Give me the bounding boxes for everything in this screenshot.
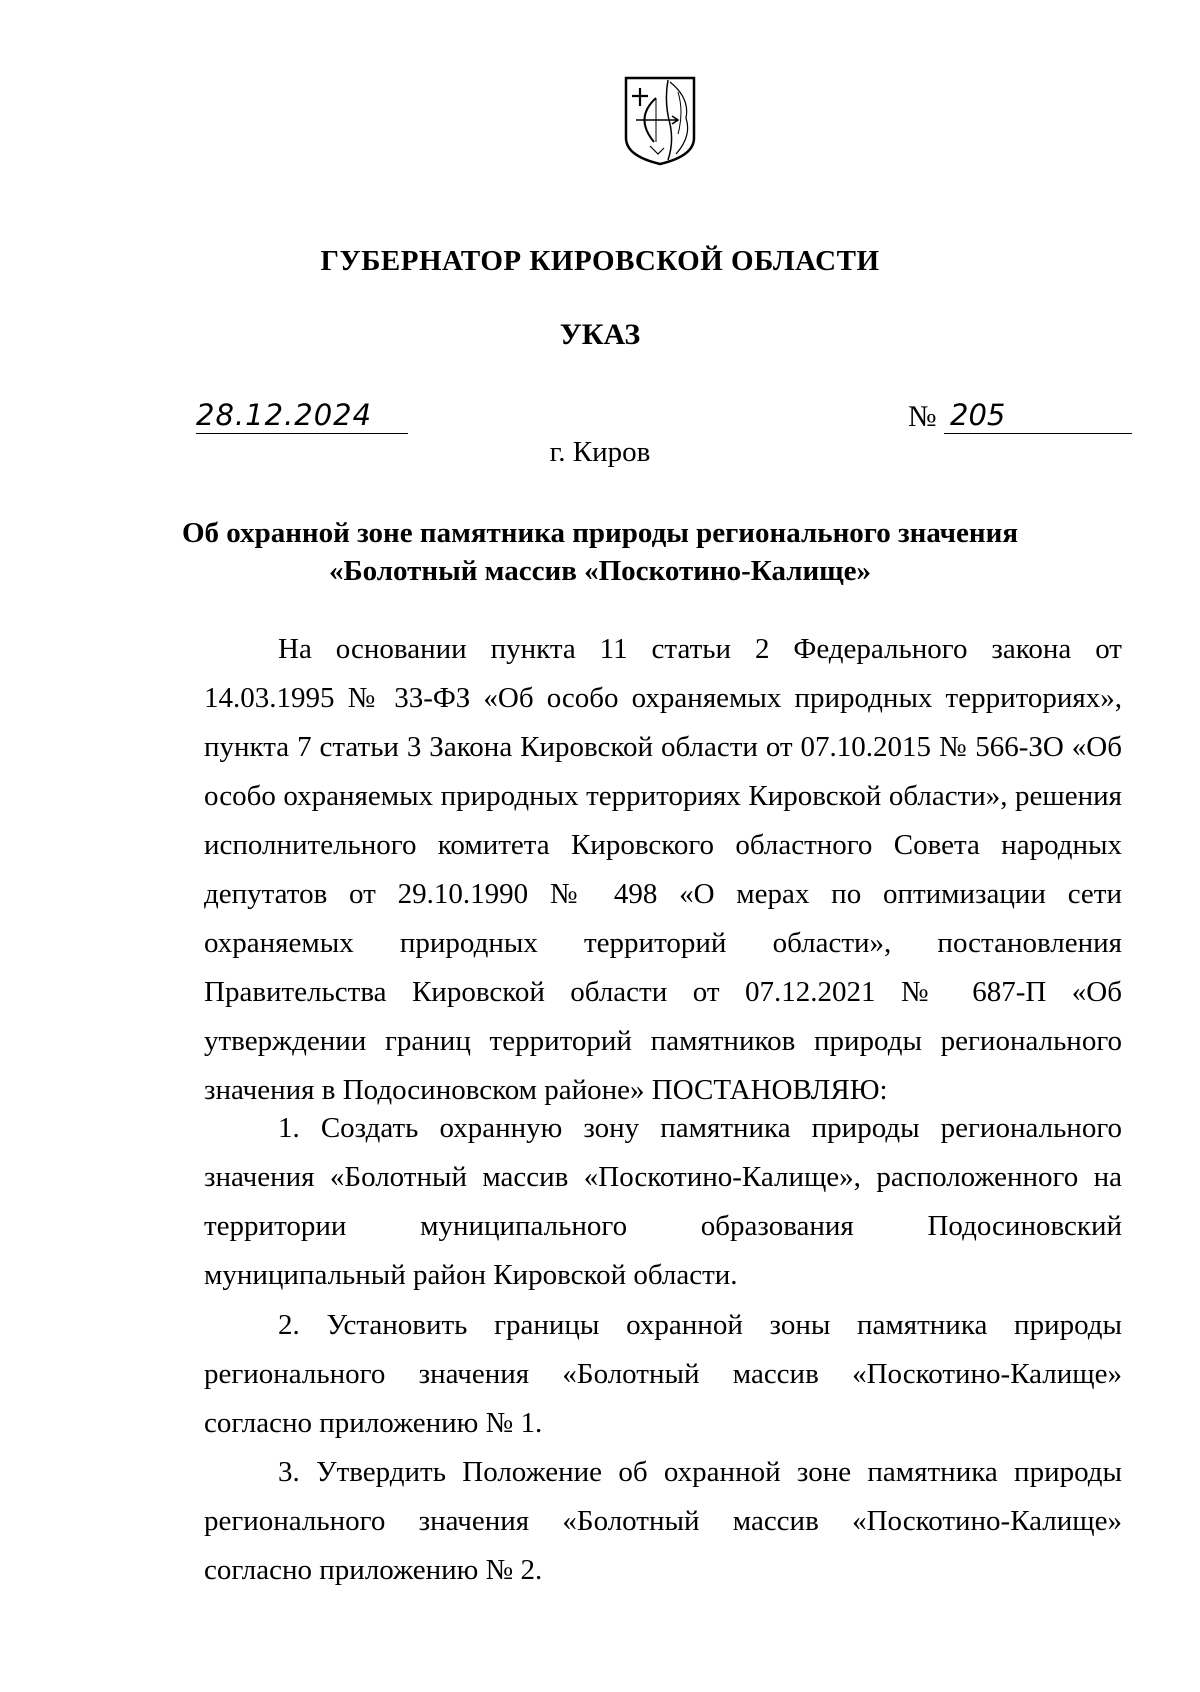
title-line-1: Об охранной зоне памятника природы регионального значения: [181, 517, 1019, 549]
document-title: [0, 514, 1200, 590]
issuing-authority: ГУБЕРНАТОР КИРОВСКОЙ ОБЛАСТИ: [320, 245, 880, 277]
date-underline: [196, 433, 408, 434]
number-sign: №: [908, 400, 937, 433]
item-2-paragraph: 2. Установить границы охранной зоны памятника природы регионального значения «Болотный массив «Поскотино-Калище» согласно приложению № 1.: [204, 1309, 1122, 1439]
preamble-paragraph: На основании пункта 11 статьи 2 Федерального закона от 14.03.1995 № 33-ФЗ «Об особо охраняемых природных территориях», пункта 7 статьи 3 Закона Кировской области от 07.10.2015 № 566-ЗО «Об особо охраняемых природных территориях Кировской области», решения исполнительного комитета Кировского областного Совета народных депутатов от 29.10.1990 № 498 «О мерах по оптимизации сети охраняемых природных территорий области», постановления Правительства Кировской области от 07.12.2021 № 687-П «Об утверждении границ территорий памятников природы регионального значения в Подосиновском районе» ПОСТАНОВЛЯЮ:: [204, 633, 1122, 1106]
document-date: 28.12.2024: [196, 398, 373, 432]
coat-of-arms-icon: [620, 72, 700, 168]
document-number: 205: [950, 398, 1006, 432]
title-line-2: «Болотный массив «Поскотино-Калище»: [328, 555, 872, 587]
item-1-paragraph: 1. Создать охранную зону памятника природы регионального значения «Болотный массив «Поскотино-Калище», расположенного на территории муниципального образования Подосиновский муниципальный район Кировской области.: [204, 1112, 1122, 1291]
document-type: УКАЗ: [559, 318, 641, 351]
number-underline: [944, 433, 1132, 434]
document-city: г. Киров: [549, 436, 651, 468]
item-3-paragraph: 3. Утвердить Положение об охранной зоне памятника природы регионального значения «Болотный массив «Поскотино-Калище» согласно приложению № 2.: [204, 1456, 1122, 1586]
